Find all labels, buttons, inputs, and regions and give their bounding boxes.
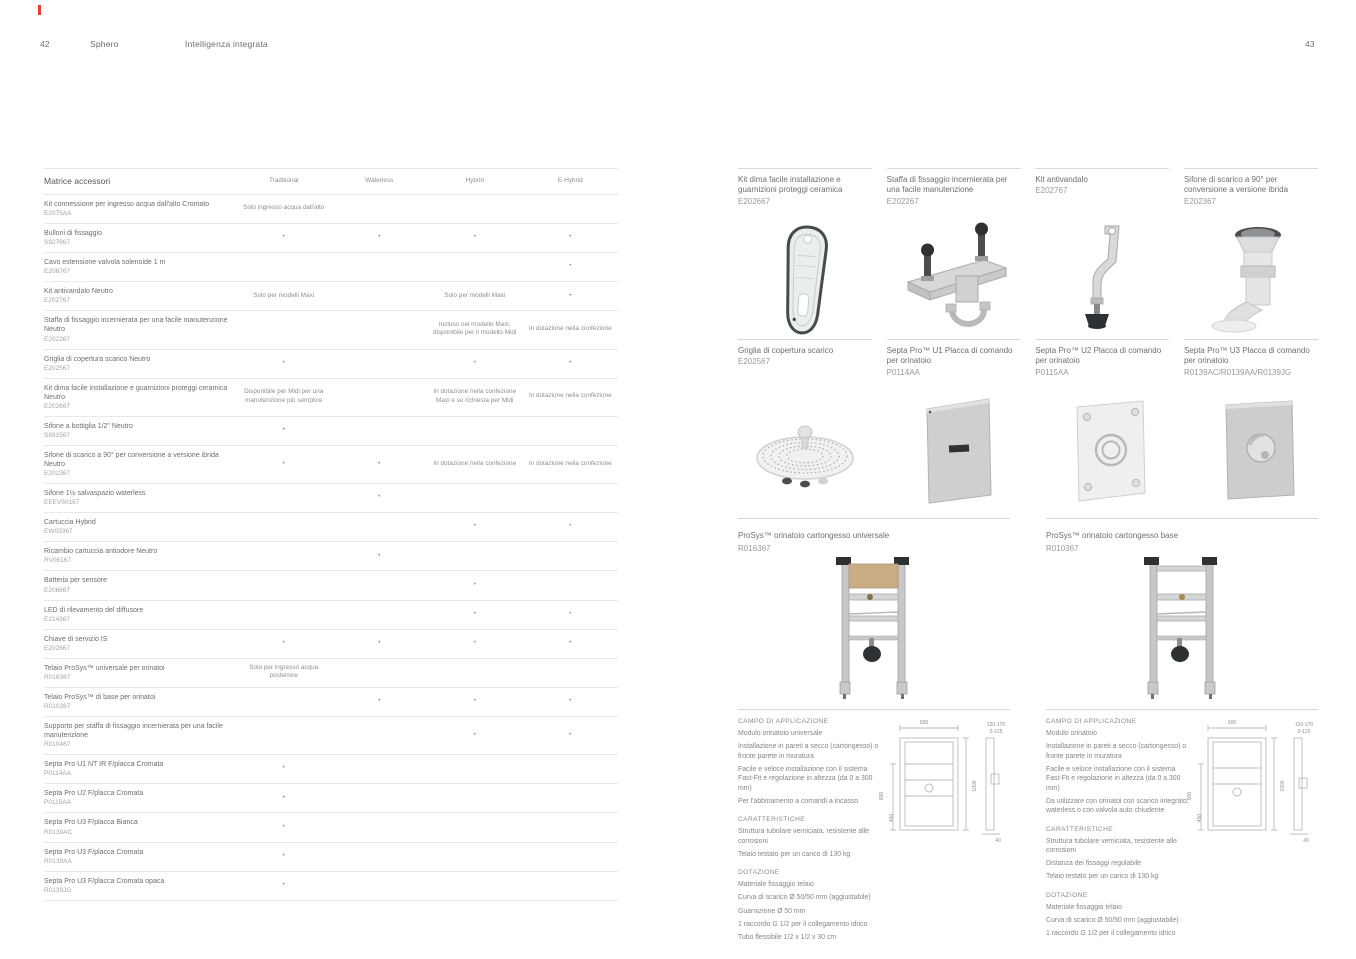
row-product — [44, 229, 236, 246]
product-name: Kit antivandalo — [1035, 175, 1088, 184]
cell-traditional: Solo per ingresso acqua posteriore — [249, 663, 319, 680]
spec-line: Distanza dei fissaggi regolabile — [1046, 860, 1141, 868]
spec-line: Curva di scarico Ø 50/50 mm (aggiustabile) — [738, 894, 871, 902]
spec-line: Facile e veloce installazione con il sistema Fast-Fit e regolazione in altezza (da 0 a 300 mm) — [1046, 765, 1181, 792]
antivandalo-hook-image — [1047, 222, 1157, 338]
spec-line: Materiale fissaggio telaio — [738, 881, 814, 889]
header-section: Intelligenza integrata — [185, 39, 268, 49]
cell-traditional: Solo ingresso acqua dall'alto — [243, 204, 325, 212]
product-code: R010467 — [44, 741, 71, 749]
row-product — [44, 518, 236, 535]
cell-traditional: • — [282, 638, 285, 646]
spec-line: Telaio testato per un carico di 130 kg — [1046, 873, 1159, 881]
cell-traditional: • — [282, 459, 285, 467]
spec-line: Materiale fissaggio telaio — [1046, 903, 1122, 911]
dim-side-base: 40 — [1303, 838, 1309, 844]
row-product — [44, 877, 236, 894]
table-row — [44, 688, 618, 717]
product-name: Chiave di servizio IS — [44, 635, 108, 643]
header-brand: Sphero — [90, 39, 119, 49]
table-row — [44, 513, 618, 542]
product-code: R0139AC/R0139AA/R0139JG — [1183, 367, 1292, 377]
product-name: LED di rilevamento del diffusore — [44, 606, 144, 614]
cell-waterless: • — [378, 459, 381, 467]
spec-line: Per l'abbinamento a comandi a incasso — [738, 797, 859, 805]
table-body — [44, 195, 618, 901]
product-code: RV06167 — [44, 557, 71, 565]
row-product — [44, 606, 236, 623]
dim-height: 1000 — [972, 780, 978, 792]
prosys-universale-frame-image — [822, 552, 926, 700]
row-product — [44, 848, 236, 865]
row-product — [44, 576, 236, 593]
print-registration-mark — [38, 5, 41, 15]
row-product — [44, 287, 236, 304]
septa-u2-plate-image — [1047, 395, 1157, 507]
cell-ehybrid: In dotazione nella confezione — [528, 325, 612, 333]
cell-ehybrid: • — [569, 233, 572, 241]
cell-traditional: Solo per modelli Maxi — [253, 291, 315, 299]
spec-heading-campo: CAMPO DI APPLICAZIONE — [738, 718, 829, 725]
cell-hybrid: • — [473, 638, 476, 646]
product-name: Septa Pro™ U1 Placca di comando per orinatoio — [886, 346, 1013, 366]
product-code: P0115AA — [44, 799, 71, 807]
product-code: R0139JG — [44, 886, 72, 894]
cell-hybrid: In dotazione nella confezione — [433, 459, 517, 467]
cell-ehybrid: In dotazione nella confezione — [528, 459, 612, 467]
cell-ehybrid: • — [569, 697, 572, 705]
product-code: E202367 — [1183, 196, 1216, 206]
spec-prosys-universale — [738, 709, 1010, 947]
spec-line: Struttura tubolare verniciata, resistente alle corrosioni — [738, 828, 869, 845]
product-card-staffa — [887, 168, 1021, 339]
table-row — [44, 484, 618, 513]
table-row — [44, 542, 618, 571]
cell-ehybrid: In dotazione nella confezione — [528, 392, 612, 400]
cell-waterless: • — [378, 638, 381, 646]
product-card-septa-u2 — [1035, 339, 1169, 510]
spec-heading-dotazione: DOTAZIONE — [738, 869, 780, 877]
spec-heading-caratteristiche: CARATTERISTICHE — [738, 816, 806, 824]
spec-line: Struttura tubolare verniciata, resistente alle corrosioni — [1046, 837, 1177, 854]
row-product — [44, 200, 236, 217]
spec-line: Modulo orinatoio universale — [738, 730, 823, 737]
product-name: Sifone di scarico a 90° per conversione a versione ibrida Neutro — [44, 451, 219, 469]
product-name: Ricambio cartuccia antiodore Neutro — [44, 548, 158, 556]
product-card-sifone90 — [1184, 168, 1318, 339]
dim-side-range2: 0-125 — [1297, 729, 1311, 735]
cell-waterless: • — [378, 697, 381, 705]
column-header-ehybrid: E-Hybrid — [557, 176, 583, 184]
product-code: E202667 — [738, 196, 771, 206]
cell-traditional: • — [282, 764, 285, 772]
product-name: Telaio ProSys™ universale per orinatoi — [44, 664, 165, 672]
septa-u3-plate-image — [1196, 395, 1306, 507]
product-card-septa-u3 — [1184, 339, 1318, 510]
spec-line: Tubo flessibile 1/2 x 1/2 x 30 cm — [738, 934, 837, 942]
spec-prosys-base — [1046, 709, 1318, 947]
cell-hybrid: • — [473, 233, 476, 241]
product-name: Griglia di copertura scarico Neutro — [44, 355, 151, 363]
spec-line: 1 raccordo G 1/2 per il collegamento idrico — [738, 921, 868, 929]
dim-mid: 800 — [1187, 791, 1193, 801]
product-code: E202367 — [44, 470, 71, 478]
page-number-left: 42 — [40, 39, 50, 49]
product-name: Staffa di fissaggio incernierata per una facile manutenzione Neutro — [44, 317, 228, 334]
product-name: Kit dima facile installazione e guarnizioni proteggi ceramica — [738, 175, 843, 195]
product-name: Septa Pro™ U3 Placca di comando per orinatoio — [1183, 346, 1310, 366]
product-grid-row-1 — [738, 168, 1318, 339]
spec-line: Guarnizione Ø 50 mm — [738, 907, 806, 915]
table-row — [44, 282, 618, 311]
cell-ehybrid: • — [569, 522, 572, 530]
table-row — [44, 350, 618, 379]
accessories-matrix-table — [44, 168, 618, 901]
cell-hybrid: • — [473, 580, 476, 588]
product-card-griglia — [738, 339, 872, 510]
cell-ehybrid: • — [569, 730, 572, 738]
table-row — [44, 659, 618, 688]
product-code: E202267 — [886, 196, 919, 206]
product-code: E202867 — [44, 644, 71, 652]
table-row — [44, 601, 618, 630]
spec-line: Telaio testato per un carico di 130 kg — [738, 850, 851, 858]
product-code: E202567 — [44, 364, 71, 372]
septa-u1-plate-image — [899, 395, 1009, 507]
product-code: P0114AA — [886, 367, 920, 377]
cell-waterless: • — [378, 493, 381, 501]
table-row — [44, 717, 618, 755]
row-product — [44, 635, 236, 652]
row-product — [44, 316, 236, 342]
table-row — [44, 253, 618, 282]
column-header-traditional: Traditional — [268, 176, 299, 184]
table-row — [44, 379, 618, 417]
spec-line: Modulo orinatoio — [1046, 730, 1097, 737]
spec-heading-dotazione: DOTAZIONE — [1046, 891, 1088, 899]
spec-line: Da utilizzare con orinatoi con scarico integrato, waterless o con valvola auto chiudente — [1046, 797, 1189, 815]
table-row — [44, 872, 618, 901]
technical-drawing-base — [1187, 716, 1318, 856]
product-name: Kit dima facile installazione e guarnizioni proteggi ceramica Neutro — [44, 384, 228, 401]
cell-traditional: • — [282, 233, 285, 241]
product-grid-row-3 — [738, 518, 1318, 701]
dim-side-range2: 0-125 — [989, 729, 1003, 735]
row-product — [44, 547, 236, 564]
table-row — [44, 571, 618, 600]
cell-traditional: • — [282, 426, 285, 434]
dim-side-range: 120-170 — [986, 722, 1006, 728]
product-code: E202567 — [738, 357, 771, 367]
column-header-hybrid: Hybrid — [465, 176, 484, 184]
dim-low: 450 — [889, 813, 895, 823]
cell-traditional: Disponibile per Midi per una manutenzione più semplice — [244, 388, 324, 404]
cell-hybrid: • — [473, 358, 476, 366]
cell-hybrid: In dotazione nella confezione Maxi e su richiesta per Midi — [433, 388, 517, 404]
product-code: R010367 — [1046, 544, 1079, 553]
cell-traditional: • — [282, 822, 285, 830]
row-product — [44, 722, 236, 748]
product-code: P0115AA — [1035, 367, 1069, 377]
spec-line: Installazione in pareti a secco (cartongesso) o fronte parete in muratura — [1046, 743, 1187, 760]
right-page — [738, 168, 1318, 947]
product-name: Staffa di fissaggio incernierata per una facile manutenzione — [886, 175, 1008, 195]
dim-mid: 800 — [879, 791, 885, 801]
row-product — [44, 818, 236, 835]
row-product — [44, 489, 236, 506]
dim-side-range: 120-170 — [1294, 722, 1314, 728]
product-name: Cartuccia Hybrid — [44, 519, 96, 527]
dim-width: 500 — [1227, 720, 1237, 726]
row-product — [44, 693, 236, 710]
prosys-base-frame-image — [1130, 552, 1234, 700]
product-name: Septa Pro U1 NT IR F/placca Cromata — [44, 761, 164, 769]
cell-waterless: • — [378, 551, 381, 559]
cell-traditional: • — [282, 880, 285, 888]
product-card-kit-dima — [738, 168, 872, 339]
table-row — [44, 813, 618, 842]
row-product — [44, 422, 236, 439]
product-code: E2075AA — [44, 210, 72, 218]
spec-heading-caratteristiche: CARATTERISTICHE — [1046, 825, 1114, 833]
product-code: EW03367 — [44, 528, 73, 536]
product-card-antivandalo — [1035, 168, 1169, 339]
staffa-bracket-image — [894, 224, 1014, 336]
table-row — [44, 755, 618, 784]
product-name: Kit antivandalo Neutro — [44, 288, 113, 296]
cell-traditional: • — [282, 851, 285, 859]
sifone-90-image — [1196, 222, 1306, 338]
product-name: Sifone a bottiglia 1/2" Neutro — [44, 422, 133, 430]
cell-hybrid: Incluso nel modello Maxi, disponibile per il modello Midi — [433, 320, 517, 337]
row-product — [44, 384, 236, 410]
cell-traditional: • — [282, 358, 285, 366]
product-name: ProSys™ orinatoio cartongesso base — [1046, 531, 1179, 540]
product-card-prosys-universale — [738, 518, 1010, 701]
product-card-septa-u1 — [887, 339, 1021, 510]
product-code: R016367 — [44, 673, 71, 681]
product-code: EEEV50167 — [44, 499, 80, 507]
product-name: Sifone 1½ salvaspazio waterless — [44, 490, 146, 498]
cell-hybrid: • — [473, 522, 476, 530]
table-row — [44, 446, 618, 484]
product-name: Telaio ProSys™ di base per orinatoi — [44, 693, 156, 701]
spec-line: Installazione in pareti a secco (cartongesso) o fronte parete in muratura — [738, 743, 879, 760]
product-name: Supporto per staffa di fissaggio incernierata per una facile manutenzione — [44, 723, 223, 740]
table-row — [44, 311, 618, 349]
table-row — [44, 843, 618, 872]
spec-line: Facile e veloce installazione con il sistema Fast-Fit e regolazione in altezza (da 0 a 300 mm) — [738, 765, 873, 792]
product-code: S891567 — [44, 431, 71, 439]
product-code: P0114AA — [44, 770, 71, 778]
spec-line: Curva di scarico Ø 50/50 mm (aggiustabile) — [1046, 917, 1179, 925]
product-name: Septa Pro U3 F/placca Bianca — [44, 819, 138, 827]
product-code: E202267 — [44, 335, 71, 343]
product-code: R016367 — [738, 544, 771, 553]
technical-drawing-universale — [879, 716, 1010, 856]
product-code: R010367 — [44, 703, 71, 711]
product-name: Kit connessione per ingresso acqua dall'alto Cromato — [44, 201, 210, 208]
product-code: E206867 — [44, 586, 71, 594]
row-product — [44, 258, 236, 275]
cell-traditional: • — [282, 793, 285, 801]
cell-ehybrid: • — [569, 358, 572, 366]
product-name: Batteria per sensore — [44, 577, 108, 585]
product-code: R0139AA — [44, 857, 72, 865]
griglia-scarico-image — [743, 396, 867, 506]
product-grid-row-2 — [738, 339, 1318, 510]
row-product — [44, 355, 236, 372]
product-code: E202767 — [1035, 186, 1068, 196]
product-name: Bulloni di fissaggio — [44, 230, 102, 238]
row-product — [44, 664, 236, 681]
kit-dima-template-image — [750, 222, 860, 338]
table-row — [44, 417, 618, 446]
dim-width: 500 — [919, 720, 929, 726]
column-header-matrice: Matrice accessori — [44, 176, 111, 186]
product-code: E202767 — [44, 297, 71, 305]
dim-side-base: 40 — [995, 838, 1001, 844]
product-name: Griglia di copertura scarico — [738, 346, 834, 355]
dim-height: 1000 — [1280, 780, 1286, 792]
product-name: Septa Pro™ U2 Placca di comando per orinatoio — [1035, 346, 1162, 366]
row-product — [44, 760, 236, 777]
spec-section — [738, 709, 1318, 947]
row-product — [44, 451, 236, 477]
cell-hybrid: • — [473, 730, 476, 738]
product-card-prosys-base — [1046, 518, 1318, 701]
product-name: Septa Pro U3 F/placca Cromata — [44, 848, 144, 856]
cell-hybrid: • — [473, 697, 476, 705]
table-row — [44, 784, 618, 813]
cell-ehybrid: • — [569, 638, 572, 646]
cell-ehybrid: • — [569, 291, 572, 299]
column-header-waterless: Waterless — [365, 176, 394, 184]
table-header-row — [44, 168, 618, 195]
row-product — [44, 789, 236, 806]
spec-line: 1 raccordo G 1/2 per il collegamento idrico — [1046, 930, 1176, 938]
spec-heading-campo: CAMPO DI APPLICAZIONE — [1046, 718, 1137, 725]
product-code: E202667 — [44, 402, 71, 410]
product-code: S927667 — [44, 239, 71, 247]
product-code: E206767 — [44, 268, 71, 276]
product-name: Sifone di scarico a 90° per conversione a versione ibrida — [1183, 175, 1289, 195]
product-name: ProSys™ orinatoio cartongesso universale — [738, 531, 890, 540]
cell-hybrid: Solo per modelli Maxi — [444, 291, 506, 299]
cell-ehybrid: • — [569, 262, 572, 270]
product-code: E214367 — [44, 615, 71, 623]
table-row — [44, 630, 618, 659]
table-row — [44, 224, 618, 253]
page-number-right: 43 — [1305, 39, 1315, 49]
product-name: Septa Pro U2 F/placca Cromata — [44, 790, 144, 798]
cell-ehybrid: • — [569, 609, 572, 617]
table-row — [44, 195, 618, 224]
cell-hybrid: • — [473, 609, 476, 617]
cell-waterless: • — [378, 233, 381, 241]
product-name: Septa Pro U3 F/placca Cromata opaca — [44, 877, 165, 885]
product-name: Cavo estensione valvola solenoide 1 m — [44, 259, 166, 267]
product-code: R0139AC — [44, 828, 73, 836]
dim-low: 450 — [1197, 813, 1203, 823]
